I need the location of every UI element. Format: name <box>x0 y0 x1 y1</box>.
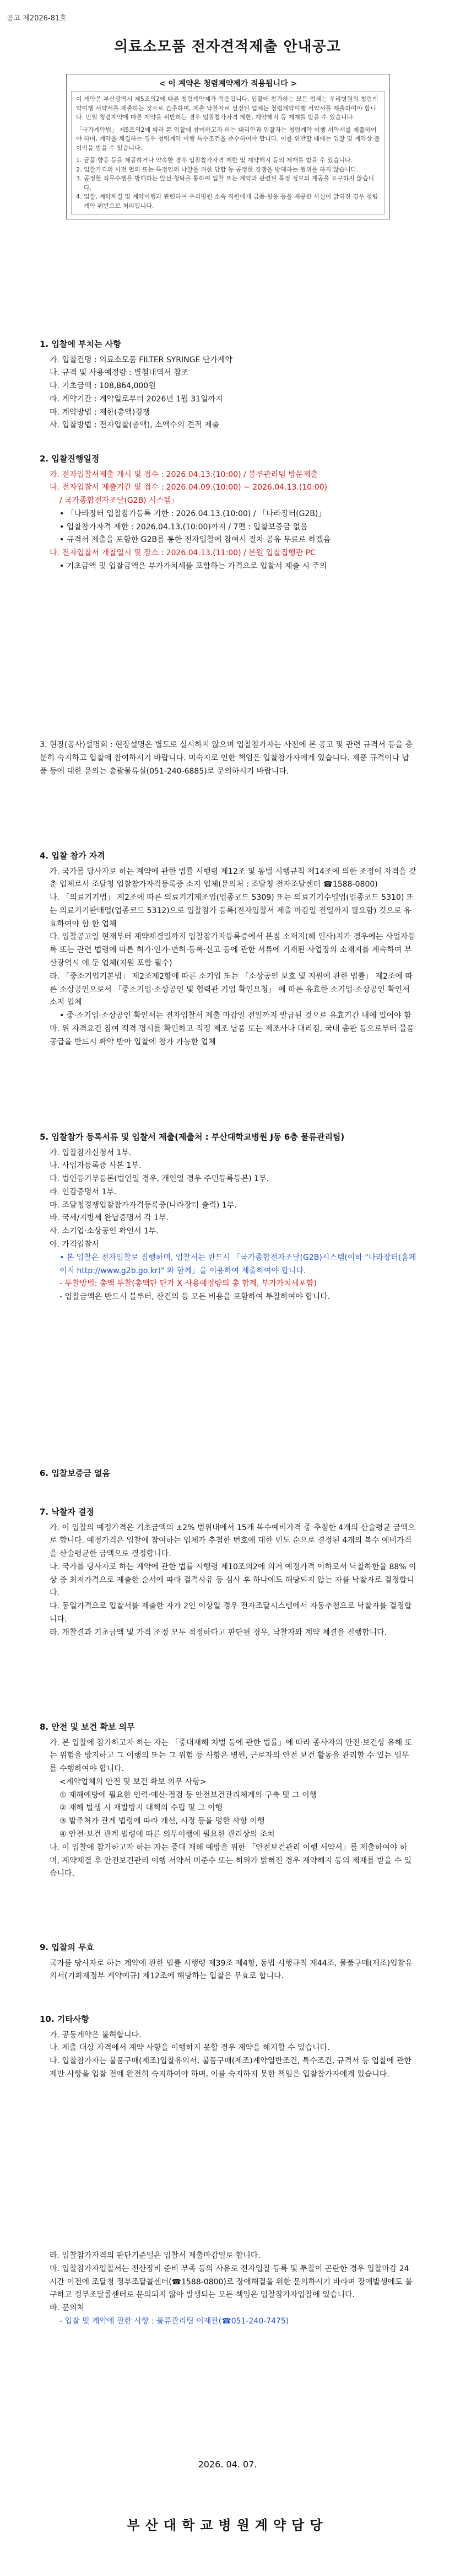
section-row: 다. 기초금액 : 108,864,000원 <box>50 382 156 391</box>
section-9 <box>40 1941 416 1983</box>
section-row: 사. 입찰방법 : 전자입찰(총액), 소액수의 견적 제출 <box>50 421 220 430</box>
section-2 <box>40 452 416 573</box>
section-row: 마. 위 자격요건 참여 적격 명시를 확인하고 적정 제조 납품 또는 제조사나 대리점, 국내 총판 등으로부터 물품 공급을 반드시 확약 받아 입찰에 참가 가능한 업체 <box>50 1024 414 1046</box>
section-10-continued <box>40 2250 416 2328</box>
box-list <box>84 156 380 211</box>
box-list-item: 3. 공정한 직무수행을 방해하는 알선·청탁을 통하여 입찰 또는 계약과 관련된 특정 정보의 제공을 요구하지 않습니다. <box>84 174 380 192</box>
section-heading: 8. 안전 및 보건 확보 의무 <box>40 1722 135 1732</box>
section-row: 마. 계약방법 : 제한(총액)경쟁 <box>50 407 150 417</box>
section-3 <box>40 739 416 778</box>
schedule-row: 가. 전자입찰서제출 개시 및 접수 : 2026.04.13.(10:00) / 불루관리팀 방문제출 <box>50 470 318 479</box>
section-7 <box>40 1505 416 1640</box>
section-text: 가. 본 입찰에 참가하고자 하는 자는 「중대재해 처벌 등에 관한 법률」에 따라 종사자의 안전·보건상 유해 또는 위험을 방지하고 그 이행의 또는 그 위험 등 사항은 병원, 근로자의 안전 보건 활동을 관리할 수 있는 업무를 수행하여야 합니다. <box>50 1738 413 1774</box>
section-row: 라. 입찰참가자격의 판단기준일은 입찰서 제출마감일로 합니다. <box>50 2251 261 2260</box>
section-row: 가. 공동계약은 불허합니다. <box>50 2030 142 2040</box>
contact-row: - 입찰 및 계약에 관한 사항 : 물류관리팀 이재관(☎051-240-7475) <box>59 2316 289 2326</box>
integrity-contract-box <box>66 74 390 219</box>
section-text: 국가를 당사자로 하는 계약에 관한 법률 시행령 제39조 제4항, 동법 시행규칙 제44조, 물품구매(제조)입찰유의서(기획재정부 계약예규) 제12조에 해당하는 입찰은 무효로 합니다. <box>50 1958 413 1981</box>
schedule-row: • 규격서 제출을 포함한 G2B를 통한 전자입찰에 참여시 절차 공유 무료로 하겠음 <box>59 535 331 545</box>
schedule-row: • 기초금액 및 입찰금액은 부가가치세를 포함하는 가격으로 입찰서 제출 시 주의 <box>59 562 327 571</box>
section-note: • 본 입찰은 전자입찰로 집행하며, 입찰서는 반드시 「국가종합전자조달(G2B)시스템(이하 "나라장터(홈페이지 http://www.g2b.go.kr)" 와 함께」을 이용하여 제출하여야 합니다. <box>59 1253 416 1275</box>
section-row: • 중·소기업·소상공인 확인서는 전자입찰서 제출 마감일 전일까지 발급된 것으로 유효기간 내에 있어야 함 <box>59 1011 411 1021</box>
box-list-item: 2. 입찰가격의 사전 협의 또는 특정인의 낙찰을 위한 담합 등 공정한 경쟁을 방해하는 행위를 하지 않습니다. <box>84 165 380 175</box>
section-row: 마. 입찰참가자입찰서는 전산장비 준비 부족 등의 사유로 전자입찰 등록 및 투찰이 곤란한 경우 입찰마감 24시간 이전에 조달청 정부조달콜센터(☎1588-0800)로 장애해결을 위한 문의하시기 바라며 장애발생에도 불구하고 정부조달콜센터로 문의되지 않아 발생되는 모든 책임은 입찰참가자입찰에 있습니다. <box>50 2264 413 2300</box>
section-row: 다. 동일가격으로 입찰서를 제출한 자가 2인 이상일 경우 전자조달시스템에서 자동추첨으로 낙찰자를 결정합니다. <box>50 1602 412 1624</box>
section-row: 나. 사업자등록증 사본 1부. <box>50 1161 142 1171</box>
section-row: 가. 이 입찰의 예정가격은 기초금액의 ±2% 범위내에서 15개 복수예비가격 중 추첨한 4개의 산술평균 금액으로 합니다. 예정가격은 입찰에 참여하는 업체가 추첨한 번호에 대한 빈도 순으로 결정된 4개의 복수 예비가격을 산술평균한 금액으로 결정합니다. <box>50 1523 415 1559</box>
section-text: 나. 이 입찰에 참가하고자 하는 자는 중대 재해 예방을 위한 「안전보건관리 이행 서약서」를 제출하여야 하며, 계약체결 후 안전보건관리 이행 서약서 미준수 또는 허위가 밝혀진 경우 계약해지 등의 제재를 받을 수 있습니다. <box>50 1843 412 1879</box>
schedule-row: • 「나라장터 입찰참가등록 기한 : 2026.04.13.(10:00) / 「나라장터(G2B)」 <box>59 509 326 518</box>
announcement-date: 2026. 04. 07. <box>198 2459 257 2470</box>
section-row: 라. 계약기간 : 계약일로부터 2026년 1월 31일까지 <box>50 394 223 404</box>
section-row: 나. 「의료기기법」 제2조에 따른 의료기기제조업(업종코드 5309) 또는 의료기기수입업(업종코드 5310) 또는 의료기기판매업(업종코드 5312)으로 입찰참가 등록(전자입찰서 제출 마감일 전일까지 필요함) 것으로 유효하여야 함 한 업체 <box>50 893 414 929</box>
section-6 <box>40 1467 416 1483</box>
section-row: ③ 발주처가 관계 법령에 따라 개선, 시정 등을 명한 사항 이행 <box>59 1817 265 1826</box>
section-heading: 7. 낙찰자 결정 <box>40 1507 95 1517</box>
section-heading: 6. 입찰보증금 없음 <box>40 1468 111 1478</box>
section-row: 가. 입찰참가신청서 1부. <box>50 1148 132 1157</box>
box-body <box>71 91 385 214</box>
schedule-row: 다. 전자입찰서 개찰일시 및 장소 : 2026.04.13.(11:00) / 본원 입찰집행관 PC <box>50 549 316 558</box>
page-title: 의료소모품 전자견적제출 안내공고 <box>114 39 341 55</box>
section-row: ② 재해 발생 시 재발방지 대책의 수립 및 그 이행 <box>59 1804 223 1813</box>
section-row: 라. 개찰결과 기초금액 및 가격 조정 모두 적정하다고 판단될 경우, 낙찰자와 계약 체결을 진행합니다. <box>50 1628 387 1637</box>
section-row: 다. 입찰참가자는 물품구매(제조)입찰유의서, 물품구매(제조)계약일반조건, 특수조건, 규격서 등 입찰에 관한 제반 사항을 입찰 전에 완전히 숙지하여야 하며, 이를 숙지하지 못한 책임은 입찰참가자에게 있습니다. <box>50 2057 411 2079</box>
issuing-organization: 부산대학교병원계약담당 <box>127 2518 328 2533</box>
box-paragraph: 이 계약은 부산광역시 제5조의2에 따른 청렴계약제가 적용됩니다. 입찰에 참가하는 모든 업체는 우리병원의 청렴계약이행 서약서를 제출하는 것으로 간주하며, 제출 낙찰자로 선정된 업체는 청렴계약이행 서약서를 제출하여야 합니다. 만일 청렴계약에 따른 계약을 위반하는 경우 입찰참가자격 제한, 계약해지 등 제재를 받을 수 있습니다. <box>76 95 378 121</box>
section-row: 라. 인감증명서 1부. <box>50 1187 117 1196</box>
section-subheading: <계약업체의 안전 및 보건 확보 의무 사항> <box>59 1777 207 1786</box>
section-row: ① 재해예방에 필요한 인력·예산·점검 등 안전보건관리체계의 구축 및 그 이행 <box>59 1790 317 1800</box>
section-row: 사. 소기업·소상공인 확인서 1부. <box>50 1227 159 1236</box>
section-8 <box>40 1720 416 1881</box>
section-row: 나. 국가를 당사자로 하는 계약에 관한 법률 시행령 제10조의2에 의거 예정가격 이하로서 낙찰하한율 88% 이상 중 최저가격으로 제출한 순서에 따라 결격사유 등 심사 후 하나에도 해당되지 않는 자를 낙찰자로 결정합니다. <box>50 1562 416 1598</box>
section-row: 라. 「중소기업기본법」 제2조제2항에 따른 소기업 또는 「소상공인 보호 및 지원에 관한 법률」 제2조에 따른 소상공인으로서 「중소기업·소상공인 및 협력관 기업 확인요청」 에 따른 유효한 소기업·소상공인 확인서 소지 업체 <box>50 972 413 1007</box>
section-5 <box>40 1130 416 1304</box>
notice-number: 공고 제2026-81호 <box>7 14 67 23</box>
schedule-row: 나. 전자입찰서 제출기간 및 접수 : 2026.04.09.(10:00) ~ 2026.04.13.(10:00) <box>50 483 328 492</box>
section-row: 다. 입찰공고일 현재부터 계약체결일까지 입찰참가자등록증에서 본점 소재지(해 인사)지가 경우에는 사업자등록 또는 관련 법령에 따른 허가·인가·면허·등록·신고 등에 관한 서류에 기재된 사업장의 소재지를 계속하여 부산광역시 에 둔 업체(지원 포함 필수) <box>50 932 416 968</box>
section-note: - 입찰금액은 반드시 불루터, 산건의 등 모든 비용을 포함하여 투찰하여야 합니다. <box>59 1292 331 1302</box>
section-heading: 4. 입찰 참가 자격 <box>40 851 105 861</box>
section-row: 바. 국세/지방세 완납증명서 각 1부. <box>50 1214 169 1223</box>
section-heading: 5. 입찰참가 등록서류 및 입찰서 제출(제출처 : 부산대학교병원 J동 6층 물류관리팀) <box>40 1132 345 1142</box>
section-note: - 투찰방법: 총액 투찰(총액단 단가 X 사용예정량의 총 합계, 부가가치세포함) <box>59 1279 317 1289</box>
schedule-row: • 입찰참가자격 제한 : 2026.04.13.(10:00)까지 / 7편 : 입찰보증금 없음 <box>59 522 308 532</box>
section-10 <box>40 2012 416 2081</box>
schedule-row: / 국가종합전자조달(G2B) 시스템」 <box>59 496 179 506</box>
section-row: 가. 입찰건명 : 의료소모품 FILTER SYRINGE 단가계약 <box>50 355 232 364</box>
section-row: 가. 국가를 당사자로 하는 계약에 관한 법률 시행령 제12조 및 동법 시행규칙 제14조에 의한 조정이 자격을 갖춘 업체로서 조달청 입찰참가자격등록증 소지 업체(문의처 : 조달청 전자조달센터 ☎1588-0800) <box>50 867 416 889</box>
box-list-item: 1. 금품·향응 등을 제공하거나 약속한 경우 입찰참가자격 제한 및 계약해지 등의 제재를 받을 수 있습니다. <box>84 156 380 165</box>
section-row: 나. 규격 및 사용예정량 : 별첨내역서 참조 <box>50 368 189 378</box>
section-heading: 1. 입찰에 부치는 사항 <box>40 339 121 349</box>
section-row: 아. 가격입찰서 <box>50 1240 100 1249</box>
section-text: 3. 현장(공사)설명회 : 현장설명은 별도로 실시하지 않으며 입찰참가자는 사전에 본 공고 및 관련 규격서 등을 충분히 숙지하고 입찰에 참여하시기 바랍니다. 미숙지로 인한 책임은 입찰참가자에게 있습니다. 제품 규격이나 납품 등에 대한 문의는 총괄물류실(051-240-6885)로 문의하시기 바랍니다. <box>40 740 413 776</box>
section-1 <box>40 337 416 432</box>
section-row: 다. 법인등기부등본(법인일 경우, 개인일 경우 주민등록등본) 1부. <box>50 1174 269 1184</box>
box-list-item: 4. 입찰, 계약체결 및 계약이행과 관련하여 우리병원 소속 직원에게 금품·향응 등을 제공한 사실이 밝혀진 경우 청렴계약 위반으로 처리됩니다. <box>84 192 380 211</box>
section-row: 마. 조달청경쟁입찰참가자격등록증(나라장터 출력) 1부. <box>50 1200 237 1210</box>
section-heading: 2. 입찰진행일정 <box>40 454 100 464</box>
box-paragraph: 「국가계약법」 제5조의2에 따라 본 입찰에 참여하고자 하는 대리인과 입찰자는 청렴계약 이행 서약서를 제출하여야 하며, 계약을 체결하는 경우 청렴계약 이행 특수조건을 준수하여야 합니다. 이를 위반할 때에는 입찰 및 계약상 불이익을 받을 수 있습니다. <box>76 126 380 152</box>
section-heading: 9. 입찰의 무효 <box>40 1942 95 1952</box>
section-row: 바. 문의처 <box>50 2304 84 2313</box>
section-row: ④ 안전·보건 관계 법령에 따른 의무이행에 필요한 관리상의 조치 <box>59 1830 275 1839</box>
section-4 <box>40 849 416 1049</box>
section-heading: 10. 기타사항 <box>40 2014 89 2024</box>
section-row: 나. 제출 대상 자격에서 계약 사항을 이행하지 못할 경우 계약을 해지할 수 있습니다. <box>50 2043 330 2053</box>
box-title: < 이 계약은 청렴계약제가 적용됩니다 > <box>159 79 297 88</box>
